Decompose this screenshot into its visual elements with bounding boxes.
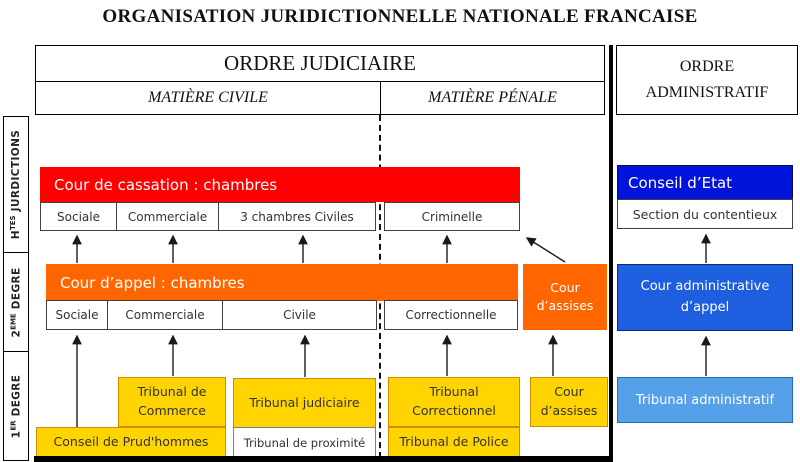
cour-administrative-dappel-box: Cour administrative d’appel [617, 264, 793, 331]
judicial-administrative-divider [609, 45, 613, 462]
axis-2eme-degre [3, 252, 29, 352]
cassation-chambre-sociale: Sociale [40, 202, 117, 231]
axis-hautes-juridictions-label: $H^{TES}$ JURDICTIONS [9, 129, 23, 240]
axis-2eme-degre-label: 2EME DEGRE [9, 266, 23, 338]
appel-chambre-correctionnelle: Correctionnelle [384, 300, 518, 330]
cassation-chambres-civiles: 3 chambres Civiles [218, 202, 376, 231]
header-matiere-civile [35, 81, 381, 115]
axis-hautes-juridictions [3, 116, 29, 253]
tribunal-de-commerce-box: Tribunal de Commerce [118, 377, 226, 427]
tribunal-de-proximite-box: Tribunal de proximité [233, 427, 376, 458]
cassation-chambre-criminelle: Criminelle [384, 202, 520, 231]
appel-chambre-commerciale: Commerciale [107, 300, 223, 330]
header-matiere-penale-label: MATIÈRE PÉNALE [428, 89, 557, 106]
conseil-detat-label: Conseil d’Etat [628, 173, 733, 192]
tribunal-correctionnel-box: Tribunal Correctionnel [388, 377, 520, 427]
cour-dassises-appel-box: Cour d’assises [523, 264, 607, 330]
appel-chambre-sociale: Sociale [46, 300, 108, 330]
header-ordre-administratif [616, 45, 798, 115]
conseil-de-prudhommes-box: Conseil de Prud'hommes [36, 427, 226, 458]
cour-dappel-box [46, 264, 518, 301]
cour-de-cassation-label: Cour de cassation : chambres [54, 175, 278, 194]
axis-1er-degre [3, 351, 29, 461]
section-du-contentieux-box: Section du contentieux [617, 199, 793, 229]
header-ordre-administratif-label: ORDRE ADMINISTRATIF [645, 58, 769, 101]
header-ordre-judiciaire-label: ORDRE JUDICIAIRE [224, 51, 416, 75]
tribunal-administratif-box: Tribunal administratif [617, 377, 793, 423]
header-ordre-judiciaire [35, 45, 605, 82]
arrow-cour-assises-to-criminelle [527, 238, 565, 262]
header-matiere-penale [380, 81, 605, 115]
cour-dappel-label: Cour d’appel : chambres [60, 273, 245, 292]
tribunal-judiciaire-box: Tribunal judiciaire [233, 378, 376, 428]
appel-chambre-civile: Civile [222, 300, 377, 330]
cour-dassises-1er-degre-box: Cour d’assises [530, 377, 608, 427]
bottom-frame-bar [34, 456, 611, 462]
tribunal-de-police-box: Tribunal de Police [388, 427, 520, 458]
page-title: ORGANISATION JURIDICTIONNELLE NATIONALE FRANCAISE [102, 6, 698, 27]
header-matiere-civile-label: MATIÈRE CIVILE [148, 89, 268, 106]
cassation-chambre-commerciale: Commerciale [116, 202, 219, 231]
cour-de-cassation-box [40, 167, 520, 202]
conseil-detat-box [617, 165, 793, 200]
axis-1er-degre-label: 1ER DEGRE [9, 374, 23, 438]
